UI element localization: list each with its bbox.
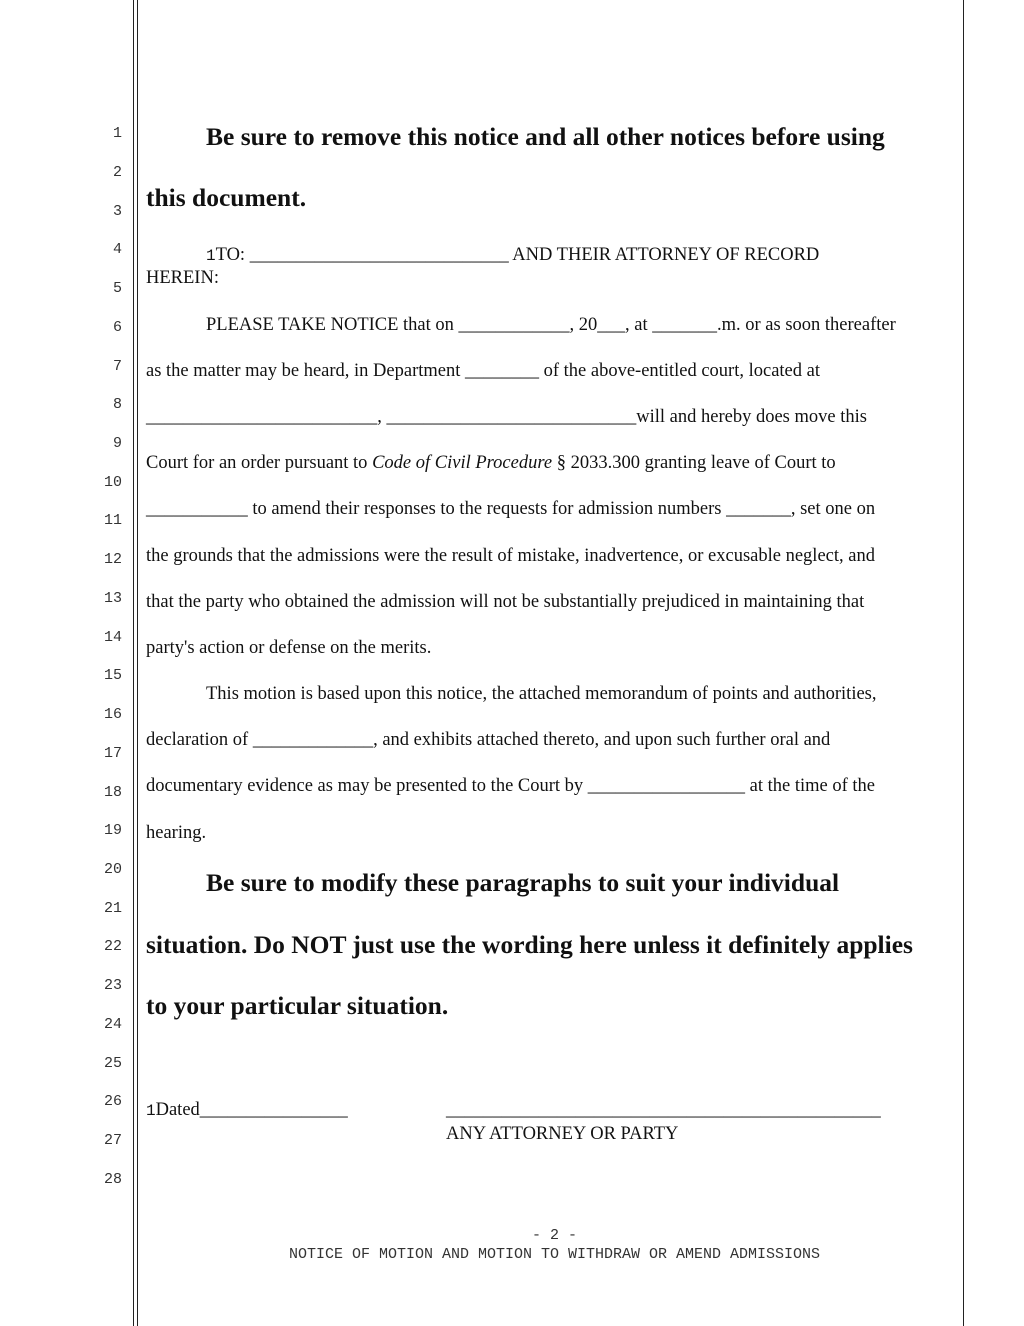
page-number: - 2 - (531, 1227, 577, 1244)
para2-line-2: declaration of _____________, and exhibits attached thereto, and upon such further oral and (146, 730, 831, 750)
line-number: 24 (103, 1016, 122, 1033)
notice-top-line-1: Be sure to remove this notice and all other notices before using (206, 122, 885, 151)
signature-line: _______________________________________________ (446, 1100, 881, 1120)
line-number: 19 (103, 822, 122, 839)
para1-line-6: the grounds that the admissions were the result of mistake, inadvertence, or excusable neglect, and (146, 546, 875, 566)
notice-bottom-line-1: Be sure to modify these paragraphs to suit your individual (206, 868, 840, 897)
para1-line-4 (146, 452, 836, 474)
para1-line-7: that the party who obtained the admission will not be substantially prejudiced in maintaining that (146, 592, 865, 612)
line-number: 3 (112, 203, 122, 220)
line-number: 17 (103, 745, 122, 762)
para1-line-1: PLEASE TAKE NOTICE that on ____________, 20___, at _______.m. or as soon thereafter (206, 315, 896, 335)
dated-field: Dated________________ (155, 1100, 348, 1120)
dated-line (146, 1099, 348, 1122)
dated-marker: 1 (146, 1102, 156, 1120)
right-margin-rule (963, 0, 964, 1326)
line-number: 28 (103, 1171, 122, 1188)
para1-line-5: ___________ to amend their responses to the requests for admission numbers _______, set one on (146, 499, 876, 519)
line-number: 11 (103, 512, 122, 529)
line-number: 22 (103, 938, 122, 955)
line-number: 18 (103, 784, 122, 801)
left-margin-rule-inner (137, 0, 138, 1326)
line-number: 5 (112, 280, 122, 297)
line-number: 10 (103, 474, 122, 491)
line-number: 12 (103, 551, 122, 568)
line-number: 14 (103, 629, 122, 646)
to-text: TO: ____________________________ AND THEIR ATTORNEY OF RECORD (215, 245, 820, 265)
to-marker: 1 (206, 247, 216, 265)
para1-line-4-c: § 2033.300 granting leave of Court to (552, 453, 836, 473)
line-number: 27 (103, 1132, 122, 1149)
notice-top-line-2: this document. (146, 183, 307, 212)
line-number: 1 (112, 125, 122, 142)
line-number: 2 (112, 164, 122, 181)
line-number: 13 (103, 590, 122, 607)
line-number: 20 (103, 861, 122, 878)
para1-line-8: party's action or defense on the merits. (146, 638, 432, 658)
line-number: 26 (103, 1093, 122, 1110)
line-number: 6 (112, 319, 122, 336)
para2-line-1: This motion is based upon this notice, the attached memorandum of points and authorities, (206, 684, 877, 704)
para1-line-4-a: Court for an order pursuant to (146, 453, 373, 473)
signature-label: ANY ATTORNEY OR PARTY (446, 1124, 679, 1144)
statute-name: Code of Civil Procedure (372, 453, 553, 473)
notice-bottom-line-2: situation. Do NOT just use the wording here unless it definitely applies (146, 930, 913, 959)
para2-line-3: documentary evidence as may be presented to the Court by _________________ at the time of the (146, 776, 876, 796)
line-number: 23 (103, 977, 122, 994)
line-number: 4 (112, 241, 122, 258)
para1-line-2: as the matter may be heard, in Department ________ of the above-entitled court, located at (146, 361, 820, 381)
to-line-2: HEREIN: (146, 268, 219, 288)
line-number: 25 (103, 1055, 122, 1072)
line-number: 21 (103, 900, 122, 917)
document-footer-title: NOTICE OF MOTION AND MOTION TO WITHDRAW OR AMEND ADMISSIONS (288, 1246, 821, 1263)
line-number: 8 (112, 396, 122, 413)
line-number: 7 (112, 358, 122, 375)
left-margin-rule (133, 0, 134, 1326)
line-number: 9 (112, 435, 122, 452)
notice-bottom-line-3: to your particular situation. (146, 991, 449, 1020)
to-line (146, 244, 819, 267)
para1-line-3: _________________________, ___________________________will and hereby does move this (146, 407, 867, 427)
line-number: 16 (103, 706, 122, 723)
line-number: 15 (103, 667, 122, 684)
para2-line-4: hearing. (146, 823, 207, 843)
